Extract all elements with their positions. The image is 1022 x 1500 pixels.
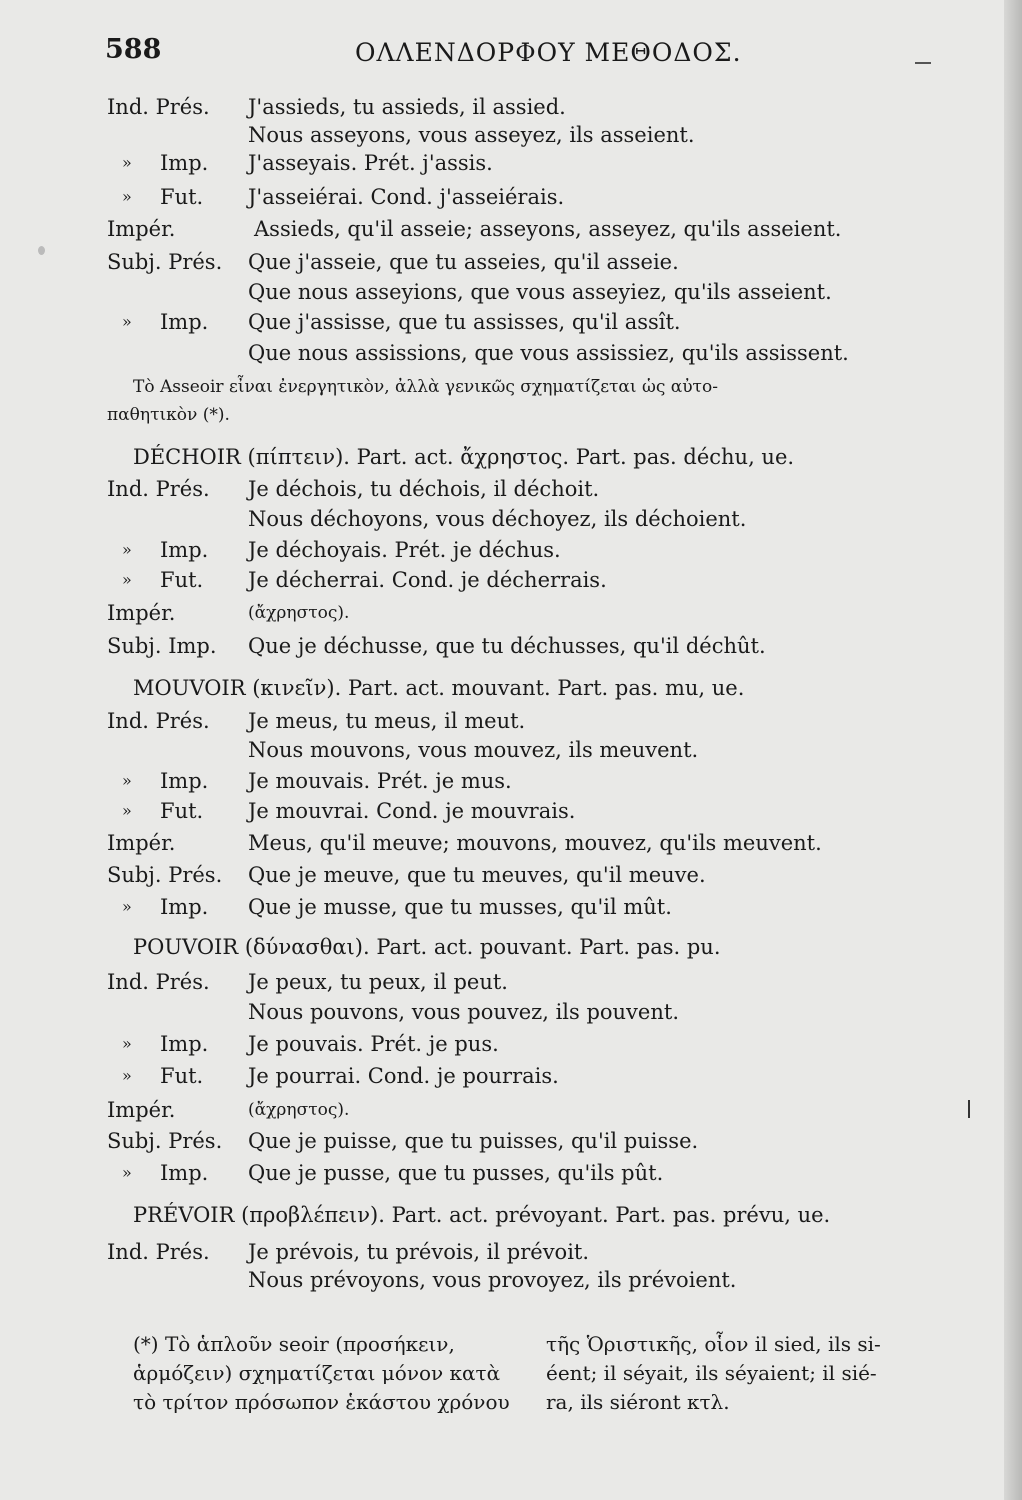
- footnote-line: (*) Τὸ ἁπλοῦν seoir (προσήκειν,: [133, 1332, 455, 1356]
- conjugation: Nous déchoyons, vous déchoyez, ils déchoient.: [248, 507, 747, 531]
- conjugation: Nous mouvons, vous mouvez, ils meuvent.: [248, 738, 699, 762]
- mood-label: Ind. Prés.: [107, 1240, 210, 1264]
- remark-text: παθητικὸν (*).: [107, 405, 230, 425]
- footnote-line: éent; il séyait, ils séyaient; il sié-: [546, 1361, 877, 1385]
- mood-label: Subj. Prés.: [107, 863, 223, 887]
- mood-label: Ind. Prés.: [107, 477, 210, 501]
- tense-label: Fut.: [160, 799, 204, 823]
- running-title: ΟΛΛΕΝΔΟΡΦΟΥ ΜΕΘΟΔΟΣ.: [355, 38, 742, 67]
- tense-label: Imp.: [160, 1161, 209, 1185]
- mood-label: Ind. Prés.: [107, 970, 210, 994]
- mood-label: Subj. Imp.: [107, 634, 217, 658]
- tense-label: Fut.: [160, 1064, 204, 1088]
- footnote-left-column: [133, 1330, 510, 1417]
- tense-label: Fut.: [160, 185, 204, 209]
- conjugation: Que nous assissions, que vous assissiez, qu'ils assissent.: [248, 341, 849, 365]
- ditto-mark: »: [122, 897, 132, 916]
- footnote-line: τῆς Ὁριστικῆς, οἷον il sied, ils si-: [546, 1332, 881, 1356]
- conjugation: Je pourrai. Cond. je pourrais.: [248, 1064, 559, 1088]
- conjugation: Nous prévoyons, vous provoyez, ils prévoient.: [248, 1268, 737, 1292]
- conjugation: Je décherrai. Cond. je décherrais.: [248, 568, 607, 592]
- header-dash: [915, 62, 931, 64]
- tense-label: Imp.: [160, 1032, 209, 1056]
- conjugation: Que nous asseyions, que vous asseyiez, qu'ils asseient.: [248, 280, 832, 304]
- conjugation: Nous asseyons, vous asseyez, ils asseient.: [248, 123, 695, 147]
- conjugation: Que je puisse, que tu puisses, qu'il puisse.: [248, 1129, 699, 1153]
- mood-label: Impér.: [107, 1098, 176, 1122]
- footnote-line: ἁρμόζειν) σχηματίζεται μόνον κατὰ: [133, 1361, 501, 1385]
- conjugation: Meus, qu'il meuve; mouvons, mouvez, qu'ils meuvent.: [248, 831, 822, 855]
- ditto-mark: »: [122, 153, 132, 172]
- ditto-mark: »: [122, 312, 132, 331]
- conjugation: J'assieds, tu assieds, il assied.: [248, 95, 566, 119]
- tense-label: Imp.: [160, 151, 209, 175]
- conjugation: (ἄχρηστος).: [248, 603, 350, 623]
- mood-label: Impér.: [107, 217, 176, 241]
- remark-text: Τὸ Asseoir εἶναι ἐνεργητικὸν, ἀλλὰ γενικῶς σχηματίζεται ὡς αὐτο-: [133, 377, 718, 397]
- mood-label: Impér.: [107, 601, 176, 625]
- ditto-mark: »: [122, 1163, 132, 1182]
- footnote-right-column: [546, 1330, 881, 1417]
- mood-label: Subj. Prés.: [107, 1129, 223, 1153]
- ditto-mark: »: [122, 771, 132, 790]
- conjugation: Je mouvais. Prét. je mus.: [248, 769, 512, 793]
- tense-label: Imp.: [160, 310, 209, 334]
- verb-heading-text: POUVOIR (δύνασθαι). Part. act. pouvant. Part. pas. pu.: [133, 935, 721, 959]
- conjugation: Nous pouvons, vous pouvez, ils pouvent.: [248, 1000, 679, 1024]
- conjugation: J'asseyais. Prét. j'assis.: [248, 151, 493, 175]
- conjugation: Je prévois, tu prévois, il prévoit.: [248, 1240, 590, 1264]
- mood-label: Ind. Prés.: [107, 709, 210, 733]
- verb-heading-text: MOUVOIR (κινεῖν). Part. act. mouvant. Part. pas. mu, ue.: [133, 676, 745, 700]
- conjugation: (ἄχρηστος).: [248, 1100, 350, 1120]
- margin-mark: [968, 1100, 970, 1118]
- mood-label: Ind. Prés.: [107, 95, 210, 119]
- footnote-line: τὸ τρίτον πρόσωπον ἑκάστου χρόνου: [133, 1390, 510, 1414]
- conjugation: Je pouvais. Prét. je pus.: [248, 1032, 499, 1056]
- conjugation: Je mouvrai. Cond. je mouvrais.: [248, 799, 576, 823]
- ditto-mark: »: [122, 570, 132, 589]
- ditto-mark: »: [122, 1034, 132, 1053]
- ditto-mark: »: [122, 540, 132, 559]
- ditto-mark: »: [122, 1066, 132, 1085]
- page-number: 588: [105, 34, 162, 65]
- conjugation: Que je pusse, que tu pusses, qu'ils pût.: [248, 1161, 664, 1185]
- tense-label: Fut.: [160, 568, 204, 592]
- page-edge-shadow: [1004, 0, 1022, 1500]
- conjugation: Assieds, qu'il asseie; asseyons, asseyez, qu'ils asseient.: [254, 217, 842, 241]
- footnote-line: ra, ils siéront κτλ.: [546, 1390, 730, 1414]
- conjugation: Je meus, tu meus, il meut.: [248, 709, 526, 733]
- conjugation: Je déchoyais. Prét. je déchus.: [248, 538, 561, 562]
- conjugation: Que je déchusse, que tu déchusses, qu'il déchût.: [248, 634, 766, 658]
- page-header: [0, 30, 1022, 80]
- verb-heading-text: PRÉVOIR (προβλέπειν). Part. act. prévoyant. Part. pas. prévu, ue.: [133, 1203, 831, 1227]
- mood-label: Subj. Prés.: [107, 250, 223, 274]
- ditto-mark: »: [122, 187, 132, 206]
- conjugation: Que j'assisse, que tu assisses, qu'il assît.: [248, 310, 681, 334]
- tense-label: Imp.: [160, 895, 209, 919]
- ditto-mark: »: [122, 801, 132, 820]
- conjugation: Je peux, tu peux, il peut.: [248, 970, 508, 994]
- conjugation: Que j'asseie, que tu asseies, qu'il asseie.: [248, 250, 679, 274]
- verb-heading-text: DÉCHOIR (πίπτειν). Part. act. ἄχρηστος. Part. pas. déchu, ue.: [133, 445, 795, 469]
- conjugation: Je déchois, tu déchois, il déchoit.: [248, 477, 600, 501]
- conjugation: Que je musse, que tu musses, qu'il mût.: [248, 895, 672, 919]
- tense-label: Imp.: [160, 538, 209, 562]
- mood-label: Impér.: [107, 831, 176, 855]
- paper-speck: [38, 246, 45, 255]
- tense-label: Imp.: [160, 769, 209, 793]
- conjugation: J'asseiérai. Cond. j'asseiérais.: [248, 185, 565, 209]
- conjugation: Que je meuve, que tu meuves, qu'il meuve.: [248, 863, 706, 887]
